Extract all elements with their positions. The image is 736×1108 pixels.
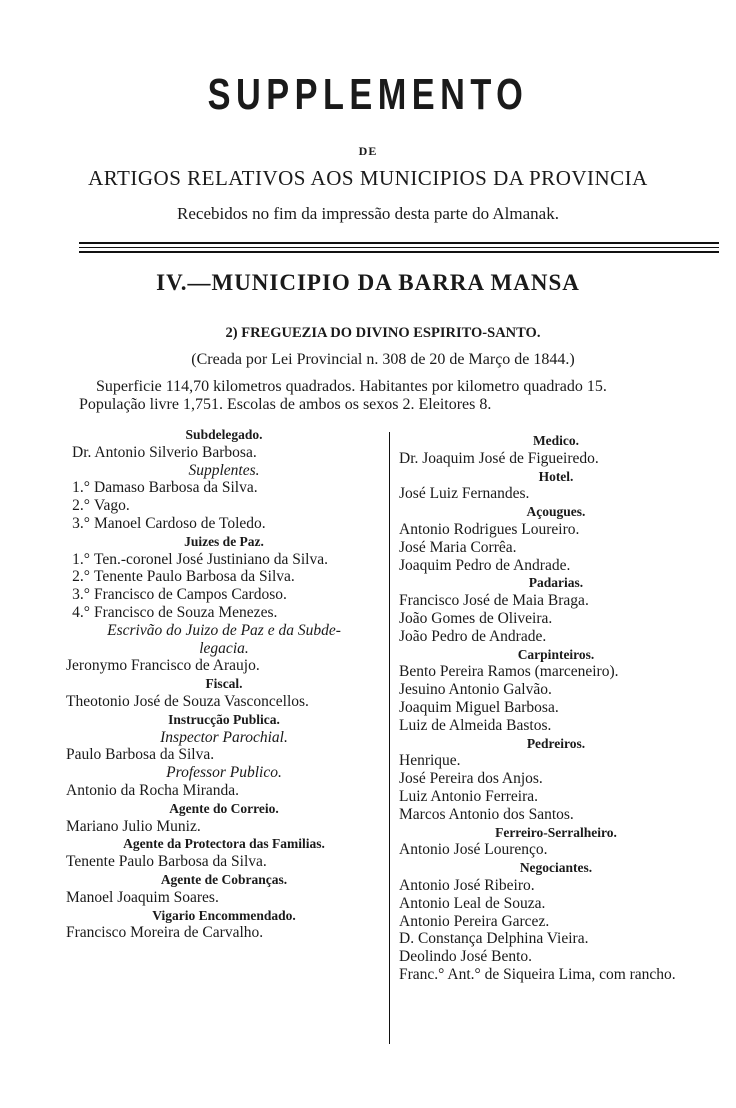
list-item: D. Constança Delphina Vieira.: [399, 930, 589, 948]
heading-professor: Professor Publico.: [166, 764, 282, 782]
list-item: Marcos Antonio dos Santos.: [399, 805, 574, 823]
list-item: Luiz Antonio Ferreira.: [399, 787, 539, 805]
heading-correio: Agente do Correio.: [169, 800, 279, 816]
double-rule-top: [79, 242, 719, 244]
heading-acougues: Açougues.: [526, 504, 586, 520]
page-title: SUPPLEMENTO: [207, 70, 529, 119]
left-column: [66, 426, 382, 942]
list-item: José Pereira dos Anjos.: [399, 770, 543, 788]
correio-name: Mariano Julio Muniz.: [66, 817, 201, 835]
freguezia-heading: 2) FREGUEZIA DO DIVINO ESPIRITO-SANTO.: [225, 325, 541, 341]
list-item: João Pedro de Andrade.: [399, 627, 547, 645]
vigario-name: Francisco Moreira de Carvalho.: [66, 924, 264, 942]
ferreiro-name: Antonio José Lourenço.: [399, 841, 548, 859]
double-rule-bottom: [79, 251, 719, 253]
heading-hotel: Hotel.: [538, 468, 574, 484]
heading-negociantes: Negociantes.: [519, 860, 593, 876]
list-item: Jesuino Antonio Galvão.: [399, 681, 552, 699]
list-item: Franc.° Ant.° de Siqueira Lima, com rancho.: [399, 965, 676, 983]
title-connector: DE: [358, 144, 378, 158]
heading-instruccao: Instrucção Publica.: [168, 711, 280, 727]
list-item: 3.° Francisco de Campos Cardoso.: [72, 586, 287, 604]
municipio-heading: IV.—MUNICIPIO DA BARRA MANSA: [156, 270, 580, 295]
list-item: 3.° Manoel Cardoso de Toledo.: [72, 514, 266, 532]
heading-cobrancas: Agente de Cobranças.: [160, 871, 288, 887]
heading-fiscal: Fiscal.: [205, 676, 243, 692]
heading-protectora: Agente da Protectora das Familias.: [123, 836, 325, 852]
list-item: Antonio Leal de Souza.: [399, 894, 546, 912]
list-item: Francisco José de Maia Braga.: [399, 592, 589, 610]
received-note: Recebidos no fim da impressão desta parte do Almanak.: [177, 204, 559, 223]
heading-inspector: Inspector Parochial.: [160, 728, 288, 746]
list-item: Antonio Pereira Garcez.: [399, 912, 550, 930]
list-item: 1.° Damaso Barbosa da Silva.: [72, 479, 258, 497]
fiscal-name: Theotonio José de Souza Vasconcellos.: [66, 692, 309, 710]
right-column: [393, 432, 719, 984]
creation-note: (Creada por Lei Provincial n. 308 de 20 de Março de 1844.): [191, 351, 575, 368]
list-item: Antonio Rodrigues Loureiro.: [399, 520, 580, 538]
heading-subdelegado: Subdelegado.: [185, 427, 263, 442]
list-item: 2.° Vago.: [72, 497, 130, 515]
column-divider: [389, 432, 390, 1044]
heading-escrivao: Escrivão do Juizo de Paz e da Subde-: [107, 621, 341, 639]
list-item: 4.° Francisco de Souza Menezes.: [72, 603, 278, 621]
list-item: Joaquim Pedro de Andrade.: [399, 556, 571, 574]
professor-name: Antonio da Rocha Miranda.: [66, 781, 240, 799]
protectora-name: Tenente Paulo Barbosa da Silva.: [66, 853, 267, 871]
heading-escrivao-cont: legacia.: [199, 639, 249, 657]
subdelegado-name: Dr. Antonio Silverio Barbosa.: [72, 443, 257, 461]
list-item: 1.° Ten.-coronel José Justiniano da Silva.: [72, 550, 328, 568]
list-item: João Gomes de Oliveira.: [399, 609, 553, 627]
list-item: 2.° Tenente Paulo Barbosa da Silva.: [72, 568, 295, 586]
stats-line-2: População livre 1,751. Escolas de ambos os sexos 2. Eleitores 8.: [79, 396, 492, 413]
heading-ferreiro: Ferreiro-Serralheiro.: [495, 824, 617, 840]
stats-line-1: Superficie 114,70 kilometros quadrados. Habitantes por kilometro quadrado 15.: [96, 378, 607, 395]
escrivao-name: Jeronymo Francisco de Araujo.: [66, 657, 260, 675]
medico-name: Dr. Joaquim José de Figueiredo.: [399, 449, 599, 467]
list-item: Luiz de Almeida Bastos.: [399, 716, 552, 734]
heading-padarias: Padarias.: [528, 575, 584, 591]
hotel-name: José Luiz Fernandes.: [399, 485, 530, 503]
list-item: Joaquim Miguel Barbosa.: [399, 698, 559, 716]
heading-vigario: Vigario Encommendado.: [152, 907, 296, 923]
list-item: José Maria Corrêa.: [399, 538, 517, 556]
heading-pedreiros: Pedreiros.: [526, 735, 586, 751]
double-rule-middle: [79, 247, 719, 248]
heading-supplentes: Supplentes.: [188, 461, 260, 479]
list-item: Antonio José Ribeiro.: [399, 876, 535, 894]
heading-carpinteiros: Carpinteiros.: [517, 646, 595, 662]
cobrancas-name: Manoel Joaquim Soares.: [66, 888, 219, 906]
list-item: Henrique.: [399, 752, 461, 770]
heading-juizes: Juizes de Paz.: [184, 533, 264, 549]
heading-medico: Medico.: [532, 433, 580, 448]
list-item: Deolindo José Bento.: [399, 948, 533, 966]
list-item: Bento Pereira Ramos (marceneiro).: [399, 663, 619, 681]
inspector-name: Paulo Barbosa da Silva.: [66, 746, 215, 764]
page-subtitle: ARTIGOS RELATIVOS AOS MUNICIPIOS DA PROVINCIA: [88, 166, 648, 190]
